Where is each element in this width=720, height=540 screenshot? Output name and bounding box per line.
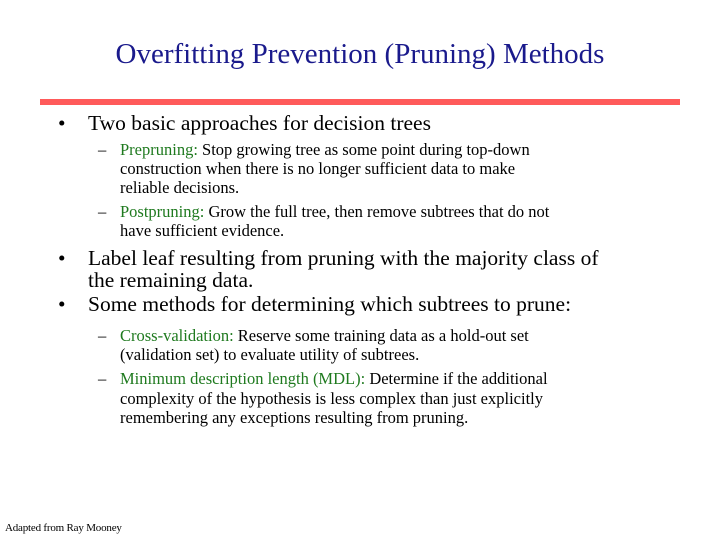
sub-item-prepruning — [120, 140, 530, 160]
sub-text-line: Stop growing tree as some point during top-down — [197, 140, 530, 159]
sub-item-postpruning — [120, 202, 549, 222]
slide-title: Overfitting Prevention (Pruning) Methods — [115, 38, 605, 70]
term-prepruning: Prepruning: — [120, 140, 198, 159]
dash-marker: – — [98, 202, 107, 221]
sub-text-line: Reserve some training data as a hold-out set — [233, 326, 529, 345]
sub-text-line: Grow the full tree, then remove subtrees that do not — [204, 202, 550, 221]
sub-text-line: complexity of the hypothesis is less complex than just explicitly — [120, 389, 543, 408]
sub-text-line: Determine if the additional — [365, 369, 548, 388]
sub-text-line: (validation set) to evaluate utility of subtrees. — [120, 345, 420, 364]
sub-text-line: reliable decisions. — [120, 178, 240, 197]
sub-item-mdl — [120, 369, 548, 389]
term-cross-validation: Cross-validation: — [120, 326, 234, 345]
bullet-marker: • — [58, 111, 66, 135]
bullet-label-leaf: Label leaf resulting from pruning with the majority class of — [88, 246, 599, 270]
dash-marker: – — [98, 140, 107, 159]
dash-marker: – — [98, 326, 107, 345]
bullet-label-leaf-cont: the remaining data. — [88, 268, 254, 292]
bullet-some-methods: Some methods for determining which subtrees to prune: — [88, 292, 572, 316]
sub-item-cross-validation — [120, 326, 529, 346]
dash-marker: – — [98, 369, 107, 388]
sub-text-line: have sufficient evidence. — [120, 221, 285, 240]
title-underline — [40, 99, 680, 105]
sub-text-line: remembering any exceptions resulting from pruning. — [120, 408, 469, 427]
bullet-two-approaches: Two basic approaches for decision trees — [88, 111, 431, 135]
term-mdl: Minimum description length (MDL): — [120, 369, 366, 388]
bullet-marker: • — [58, 246, 66, 270]
term-postpruning: Postpruning: — [120, 202, 205, 221]
sub-text-line: construction when there is no longer sufficient data to make — [120, 159, 516, 178]
bullet-marker: • — [58, 292, 66, 316]
footer-credit: Adapted from Ray Mooney — [5, 522, 122, 534]
